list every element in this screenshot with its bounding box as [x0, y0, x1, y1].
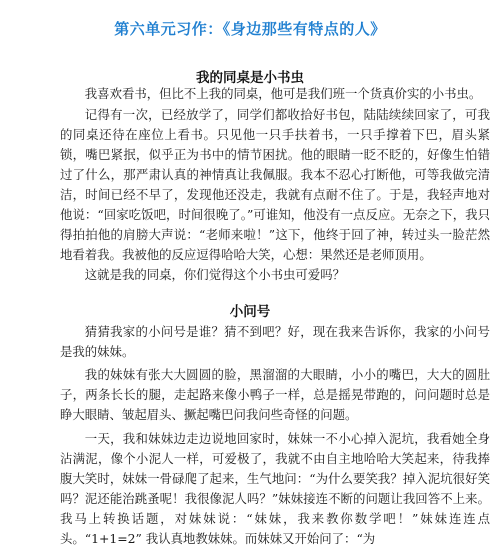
essay-paragraph: 我喜欢看书，但比不上我的同桌，他可是我们班一个货真价实的小书虫。 [84, 86, 482, 101]
page-title: 第六单元习作：《身边那些有特点的人》 [114, 20, 386, 38]
essay-paragraph: 记得有一次，已经放学了，同学们都收拾好书包，陆陆续续回家了，可我的同桌还待在座位上看书。只见他一只手扶着书，一只手撑着下巴，眉头紧锁，嘴巴紧抿，似乎正为书中的情节困扰。他的眼睛一眨不眨的，好像生怕错过了什么，那严肃认真的神情真让我佩服。我本不忍心打断他，可等我做完清洁，时间已经不早了，发现他还没走，我就有点耐不住了。于是，我轻声地对他说：“回家吃饭吧，时间很晚了。”可谁知，他没有一点反应。无奈之下，我只得拍拍他的肩膀大声说：“老师来啦！”这下，他终于回了神，转过头一脸茫然地看着我。我被他的反应逗得哈哈大笑，心想：果然还是老师顶用。 [60, 107, 490, 262]
essay-paragraph: 这就是我的同桌，你们觉得这个小书虫可爱吗？ [84, 267, 345, 282]
essay-paragraph: 一天，我和妹妹边走边说地回家时，妹妹一不小心掉入泥坑，我看她全身沾满泥，像个小泥人一样，可爱极了，我就不由自主地哈哈大笑起来，待我捧腹大笑时，妹妹一骨碌爬了起来，生气地问：“为什么要笑我？掉入泥坑很好笑吗？泥还能治跳蚤呢！我很像泥人吗？”妹妹接连不断的问题让我回答不上来。我马上转换话题，对妹妹说：“妹妹，我来教你数学吧！”妹妹连连点头。“1+1=2” 我认真地教妹妹。而妹妹又开始问了：“为 [60, 431, 490, 546]
essay-title-bookworm: 我的同桌是小书虫 [196, 70, 304, 86]
essay-paragraph: 我的妹妹有张大大圆圆的脸，黑溜溜的大眼睛，小小的嘴巴，大大的圆肚子，两条长长的腿，走起路来像小鸭子一样，总是摇晃带跑的，问问题时总是睁大眼睛、皱起眉头、撅起嘴巴问我问些奇怪的问题。 [60, 367, 490, 422]
essay-title-question-mark: 小问号 [229, 304, 271, 320]
essay-paragraph: 猜猜我家的小问号是谁？猜不到吧？好，现在我来告诉你，我家的小问号是我的妹妹。 [60, 324, 490, 359]
